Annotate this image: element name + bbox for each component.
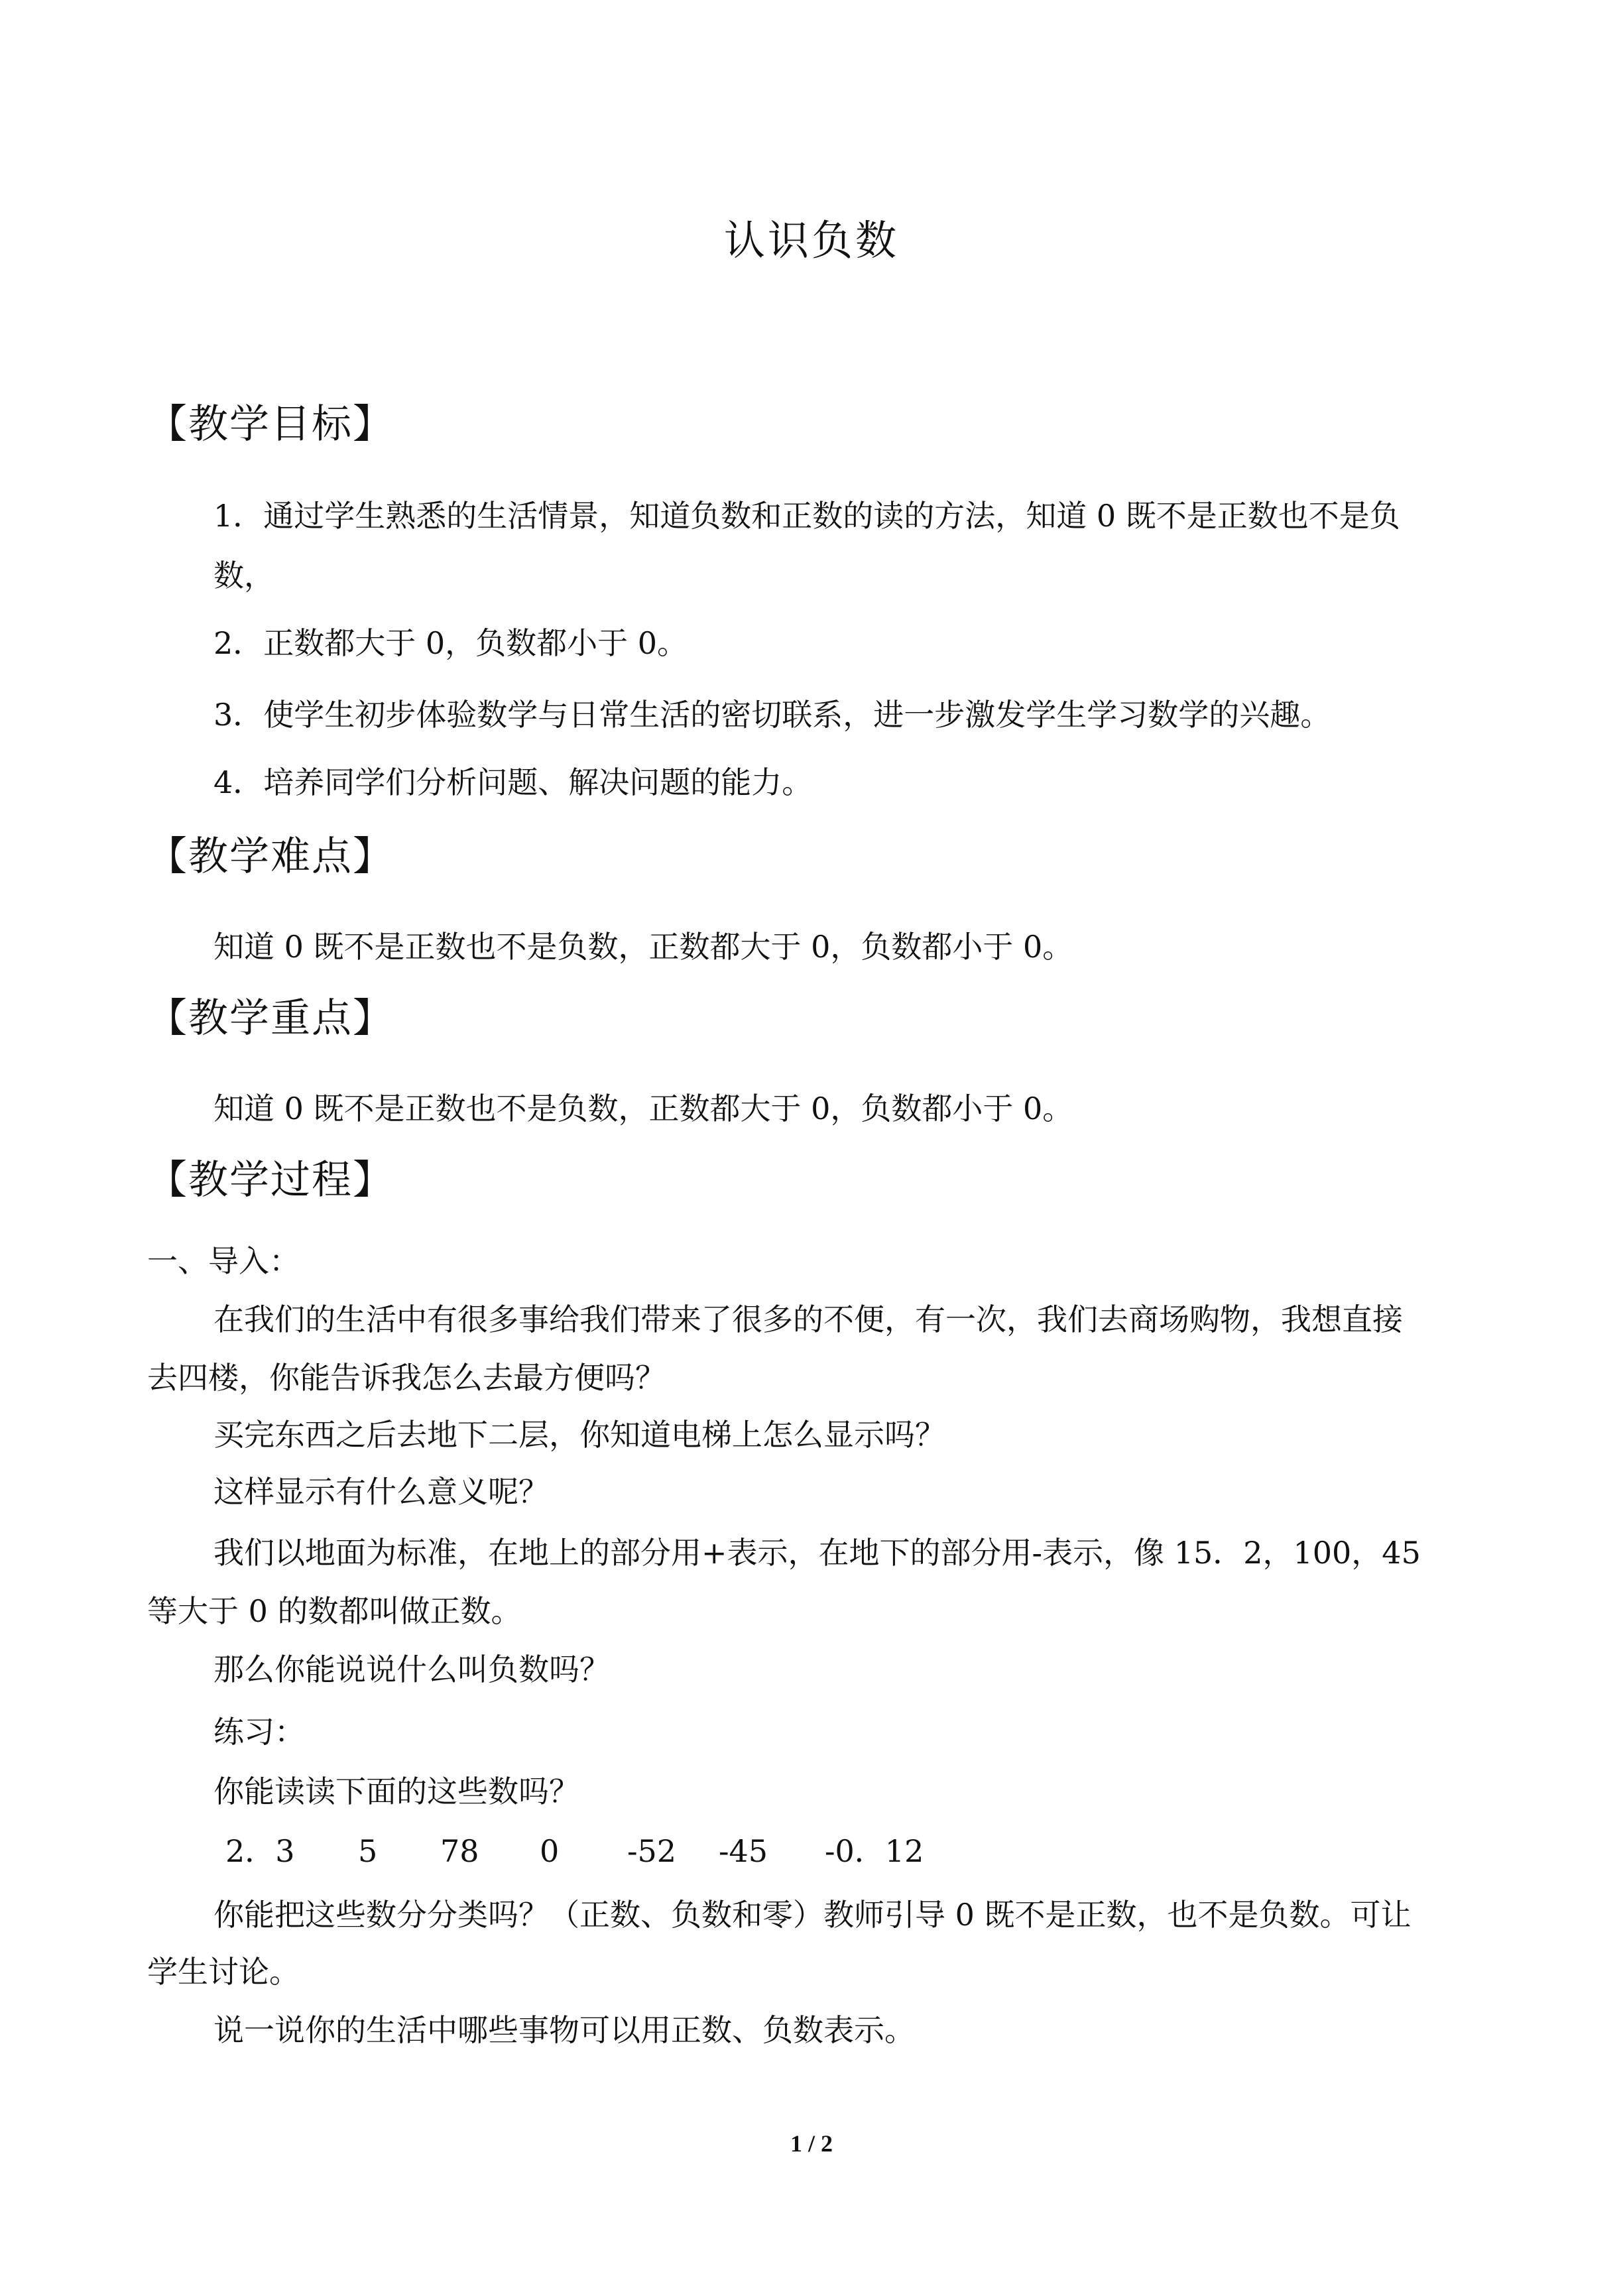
objective-item: 2．正数都大于 0，负数都小于 0。 xyxy=(213,625,688,661)
number-item: -52 xyxy=(627,1833,677,1869)
section-heading-keypoint: 【教学重点】 xyxy=(147,995,394,1042)
objective-item: 1．通过学生熟悉的生活情景，知道负数和正数的读的方法，知道 0 既不是正数也不是负 xyxy=(213,498,1400,534)
process-line: 去四楼，你能告诉我怎么去最方便吗？ xyxy=(147,1360,666,1396)
section-heading-difficulty: 【教学难点】 xyxy=(147,833,394,880)
process-line: 等大于 0 的数都叫做正数。 xyxy=(147,1593,522,1629)
process-line: 在我们的生活中有很多事给我们带来了很多的不便，有一次，我们去商场购物，我想直接 xyxy=(213,1301,1403,1337)
number-item: -0．12 xyxy=(825,1833,924,1869)
section-heading-process: 【教学过程】 xyxy=(147,1157,394,1203)
objective-item: 数， xyxy=(213,558,274,593)
keypoint-text: 知道 0 既不是正数也不是负数，正数都大于 0，负数都小于 0。 xyxy=(213,1091,1073,1126)
difficulty-text: 知道 0 既不是正数也不是负数，正数都大于 0，负数都小于 0。 xyxy=(213,929,1073,965)
page-title: 认识负数 xyxy=(723,216,899,265)
number-item: 5 xyxy=(358,1833,378,1869)
process-line: 练习： xyxy=(213,1714,305,1750)
process-line: 你能读读下面的这些数吗？ xyxy=(213,1774,579,1809)
process-line: 你能把这些数分分类吗？（正数、负数和零）教师引导 0 既不是正数，也不是负数。可让 xyxy=(213,1897,1412,1933)
section-heading-objectives: 【教学目标】 xyxy=(147,401,394,448)
objective-item: 4．培养同学们分析问题、解决问题的能力。 xyxy=(213,764,813,800)
number-item: -45 xyxy=(719,1833,768,1869)
objective-item: 3．使学生初步体验数学与日常生活的密切联系，进一步激发学生学习数学的兴趣。 xyxy=(213,697,1331,733)
number-item: 0 xyxy=(540,1833,560,1869)
process-line: 说一说你的生活中哪些事物可以用正数、负数表示。 xyxy=(213,2012,915,2048)
number-item: 78 xyxy=(440,1833,479,1869)
number-list xyxy=(225,1830,1021,1872)
process-line: 那么你能说说什么叫负数吗？ xyxy=(213,1652,610,1687)
number-item: 2．3 xyxy=(225,1833,295,1869)
process-line: 买完东西之后去地下二层，你知道电梯上怎么显示吗？ xyxy=(213,1417,945,1453)
process-line: 我们以地面为标准，在地上的部分用+表示，在地下的部分用-表示，像 15．2，100，45 xyxy=(213,1535,1421,1571)
process-line: 这样显示有什么意义呢？ xyxy=(213,1474,549,1510)
intro-label: 一、导入： xyxy=(147,1243,300,1279)
page-number: 1 / 2 xyxy=(790,2130,833,2157)
process-line: 学生讨论。 xyxy=(147,1954,300,1990)
